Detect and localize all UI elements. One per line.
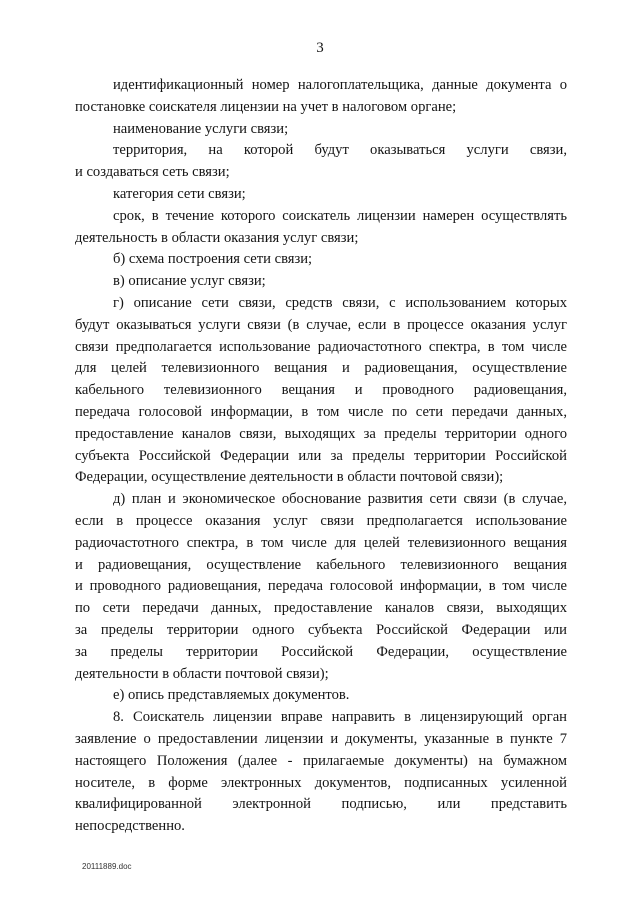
- text-line: предоставление каналов связи, выходящих за пределы территории одного: [75, 425, 567, 442]
- text-line: субъекта Российской Федерации или за пределы территории Российской: [75, 447, 567, 464]
- text-line: наименование услуги связи;: [113, 120, 289, 137]
- text-line: идентификационный номер налогоплательщика, данные документа о: [113, 77, 567, 93]
- text-line: связи предполагается использование радиочастотного спектра, в том числе: [75, 338, 567, 355]
- text-line: деятельности в области почтовой связи);: [75, 665, 329, 682]
- text-line: носителе, в форме электронных документов, подписанных усиленной: [75, 774, 567, 791]
- text-line: по сети передачи данных, предоставление каналов связи, выходящих: [75, 600, 567, 617]
- text-line: за пределы территории Российской Федерации, осуществление: [75, 643, 567, 660]
- text-line: для целей телевизионного вещания и радиовещания, осуществление: [75, 360, 567, 377]
- text-line: будут оказываться услуги связи (в случае, если в процессе оказания услуг: [75, 316, 567, 333]
- text-line: в) описание услуг связи;: [113, 273, 266, 290]
- text-line: непосредственно.: [75, 818, 185, 835]
- text-line: б) схема построения сети связи;: [113, 251, 313, 268]
- text-line: за пределы территории одного субъекта Российской Федерации или: [75, 621, 567, 638]
- document-body: [75, 75, 567, 838]
- text-line: если в процессе оказания услуг связи предполагается использование: [75, 512, 567, 529]
- text-line: передача голосовой информации, в том числе по сети передачи данных,: [75, 403, 567, 420]
- text-line: д) план и экономическое обоснование развития сети связи (в случае,: [113, 491, 567, 508]
- text-line: категория сети связи;: [113, 185, 246, 202]
- footer-filename: 20111889.doc: [82, 862, 132, 871]
- text-line: заявление о предоставлении лицензии и документы, указанные в пункте 7: [75, 730, 567, 747]
- text-line: и создаваться сеть связи;: [75, 164, 230, 181]
- text-line: и радиовещания, осуществление кабельного телевизионного вещания: [75, 556, 567, 573]
- text-line: г) описание сети связи, средств связи, с использованием которых: [113, 294, 567, 311]
- text-line: 8. Соискатель лицензии вправе направить в лицензирующий орган: [113, 709, 567, 726]
- text-line: Федерации, осуществление деятельности в области почтовой связи);: [75, 469, 504, 486]
- page-number: 3: [316, 40, 324, 56]
- text-line: территория, на которой будут оказываться услуги связи,: [113, 142, 567, 159]
- text-line: срок, в течение которого соискатель лицензии намерен осуществлять: [113, 207, 567, 224]
- text-line: кабельного телевизионного вещания и проводного радиовещания,: [75, 382, 567, 399]
- text-line: е) опись представляемых документов.: [113, 687, 350, 704]
- text-line: деятельность в области оказания услуг связи;: [75, 229, 359, 246]
- text-line: постановке соискателя лицензии на учет в налоговом органе;: [75, 98, 457, 115]
- text-line: радиочастотного спектра, в том числе для целей телевизионного вещания: [75, 534, 567, 551]
- text-line: и проводного радиовещания, передача голосовой информации, в том числе: [75, 578, 567, 595]
- text-line: настоящего Положения (далее - прилагаемые документы) на бумажном: [75, 752, 567, 769]
- text-line: квалифицированной электронной подписью, или представить: [75, 796, 567, 813]
